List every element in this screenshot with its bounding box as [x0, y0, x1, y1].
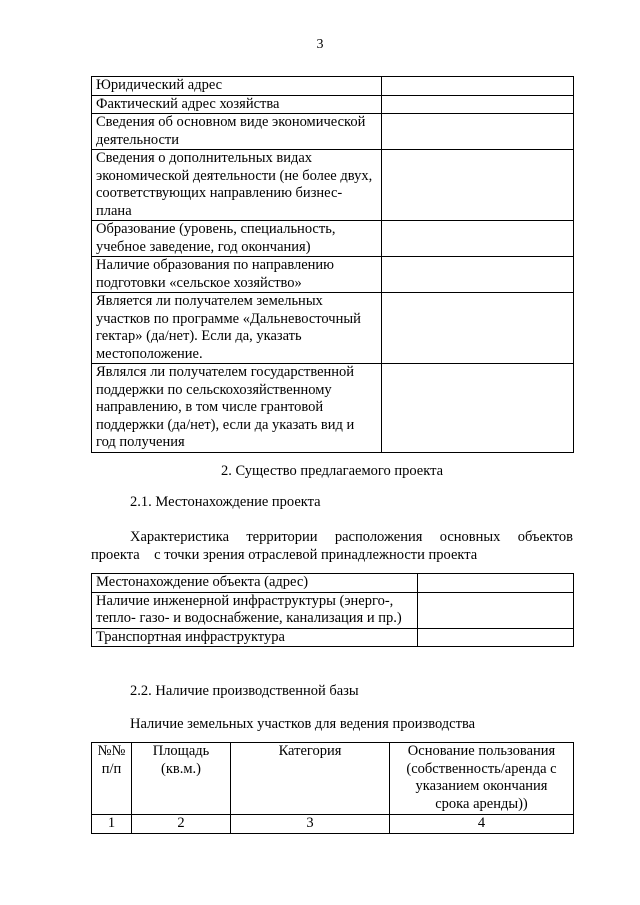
table-cell-label: Фактический адрес хозяйства	[92, 95, 382, 114]
table-cell-value	[382, 257, 574, 293]
table-cell-value	[418, 628, 574, 647]
page-number: 3	[316, 37, 324, 52]
table-cell-label: Сведения об основном виде экономической деятельности	[92, 114, 382, 150]
land-plots-table	[91, 742, 574, 834]
table-cell-value	[382, 95, 574, 114]
characteristics-line-2: проекта с точки зрения отраслевой принадлежности проекта	[91, 547, 478, 563]
table-row	[92, 628, 574, 647]
table-cell-label: Юридический адрес	[92, 77, 382, 96]
subsection-2-2-title: 2.2. Наличие производственной базы	[130, 683, 359, 699]
table-header-row	[92, 743, 574, 815]
table-cell-value	[382, 150, 574, 221]
table-cell-label: Является ли получателем земельных участков по программе «Дальневосточный гектар» (да/нет). Если да, указать местоположение.	[92, 293, 382, 364]
table-cell-label: Местонахождение объекта (адрес)	[92, 574, 418, 593]
table-cell-value	[382, 364, 574, 453]
column-number: 3	[231, 815, 390, 834]
table-cell-value	[382, 77, 574, 96]
header-category: Категория	[231, 743, 390, 815]
table-cell-value	[418, 592, 574, 628]
header-usage-basis: Основание пользования (собственность/аренда с указанием окончания срока аренды))	[390, 743, 574, 815]
land-plots-caption: Наличие земельных участков для ведения производства	[130, 716, 476, 732]
table-cell-label: Сведения о дополнительных видах экономической деятельности (не более двух, соответствующих направлению бизнес-плана	[92, 150, 382, 221]
table-cell-label: Наличие инженерной инфраструктуры (энерго-, тепло- газо- и водоснабжение, канализация и пр.)	[92, 592, 418, 628]
table-cell-label: Являлся ли получателем государственной поддержки по сельскохозяйственному направлению, в том числе грантовой поддержки (да/нет), если да указать вид и год получения	[92, 364, 382, 453]
table-cell-value	[382, 221, 574, 257]
table-cell-value	[418, 574, 574, 593]
table-cell-label: Транспортная инфраструктура	[92, 628, 418, 647]
column-number: 2	[132, 815, 231, 834]
subsection-2-1-title: 2.1. Местонахождение проекта	[130, 494, 321, 510]
column-number: 4	[390, 815, 574, 834]
project-location-table	[91, 573, 574, 647]
table-row	[92, 221, 574, 257]
header-number: №№ п/п	[92, 743, 132, 815]
table-row	[92, 815, 574, 834]
characteristics-line-1: Характеристика территории расположения основных объектов	[130, 529, 573, 545]
table-cell-label: Образование (уровень, специальность, учебное заведение, год окончания)	[92, 221, 382, 257]
table-row	[92, 364, 574, 453]
table-row	[92, 77, 574, 96]
table-cell-label: Наличие образования по направлению подготовки «сельское хозяйство»	[92, 257, 382, 293]
table-row	[92, 574, 574, 593]
column-number: 1	[92, 815, 132, 834]
table-cell-value	[382, 293, 574, 364]
table-row	[92, 592, 574, 628]
table-row	[92, 150, 574, 221]
table-cell-value	[382, 114, 574, 150]
table-row	[92, 257, 574, 293]
header-area: Площадь (кв.м.)	[132, 743, 231, 815]
table-row	[92, 293, 574, 364]
table-row	[92, 95, 574, 114]
applicant-info-table	[91, 76, 574, 453]
table-row	[92, 114, 574, 150]
section-2-title: 2. Существо предлагаемого проекта	[220, 463, 444, 479]
